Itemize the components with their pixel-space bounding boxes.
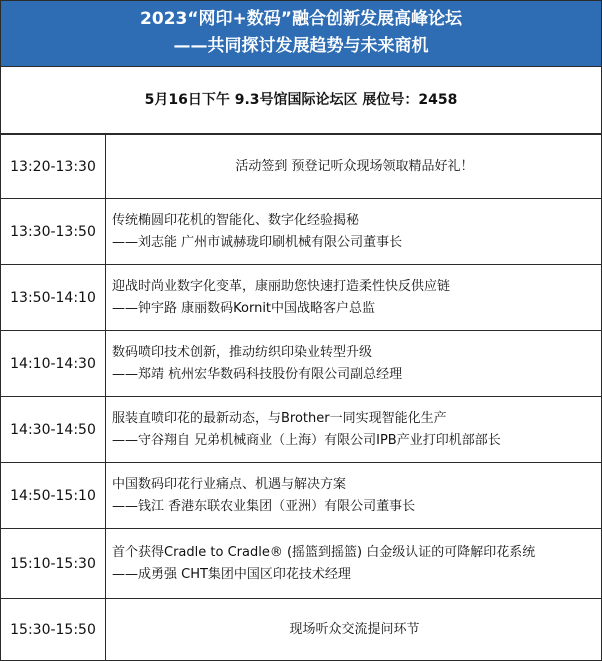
session-cell [106,331,602,397]
session-topic: 迎战时尚业数字化变革，康丽助您快速打造柔性快反供应链 [112,278,451,294]
session-speaker: ——郑靖 杭州宏华数码科技股份有限公司副总经理 [112,366,403,382]
agenda-row [1,397,601,463]
agenda-row [1,599,601,661]
time-cell: 15:30-15:50 [1,599,106,661]
time-cell: 15:10-15:30 [1,529,106,599]
session-speaker: ——钟宇路 康丽数码Kornit中国战略客户总监 [112,300,376,316]
agenda-row [1,135,601,199]
session-speaker: ——成勇强 CHT集团中国区印花技术经理 [112,566,351,582]
forum-subtitle: ——共同探讨发展趋势与未来商机 [173,36,429,56]
time-cell: 14:30-14:50 [1,397,106,463]
session-topic: 服装直喷印花的最新动态，与Brother一同实现智能化生产 [112,410,447,426]
session-topic: 首个获得Cradle to Cradle® (摇篮到摇篮) 白金级认证的可降解印花系统 [112,544,536,560]
forum-title: 2023“网印+数码”融合创新发展高峰论坛 [140,9,462,29]
time-cell: 13:50-14:10 [1,265,106,331]
agenda-row [1,463,601,529]
agenda-row [1,199,601,265]
agenda-row [1,529,601,599]
activity-cell: 活动签到 预登记听众现场领取精品好礼！ [106,135,602,199]
session-cell [106,463,602,529]
session-topic: 数码喷印技术创新，推动纺织印染业转型升级 [112,344,373,360]
session-cell [106,397,602,463]
time-cell: 14:10-14:30 [1,331,106,397]
location-line: 5月16日下午 9.3号馆国际论坛区 展位号：2458 [1,67,601,134]
session-cell [106,265,602,331]
agenda-row [1,331,601,397]
session-speaker: ——钱江 香港东联农业集团（亚洲）有限公司董事长 [112,498,416,514]
activity-cell: 现场听众交流提问环节 [106,599,602,661]
time-cell: 13:20-13:30 [1,135,106,199]
time-cell: 14:50-15:10 [1,463,106,529]
session-speaker: ——守谷翔自 兄弟机械商业（上海）有限公司IPB产业打印机部部长 [112,432,501,448]
session-topic: 中国数码印花行业痛点、机遇与解决方案 [112,476,347,492]
header-banner [1,1,601,67]
session-topic: 传统椭圆印花机的智能化、数字化经验揭秘 [112,212,360,228]
session-speaker: ——刘志能 广州市诚赫珑印刷机械有限公司董事长 [112,234,403,250]
session-cell [106,529,602,599]
agenda-row [1,265,601,331]
session-cell [106,199,602,265]
time-cell: 13:30-13:50 [1,199,106,265]
agenda-table [1,134,601,661]
